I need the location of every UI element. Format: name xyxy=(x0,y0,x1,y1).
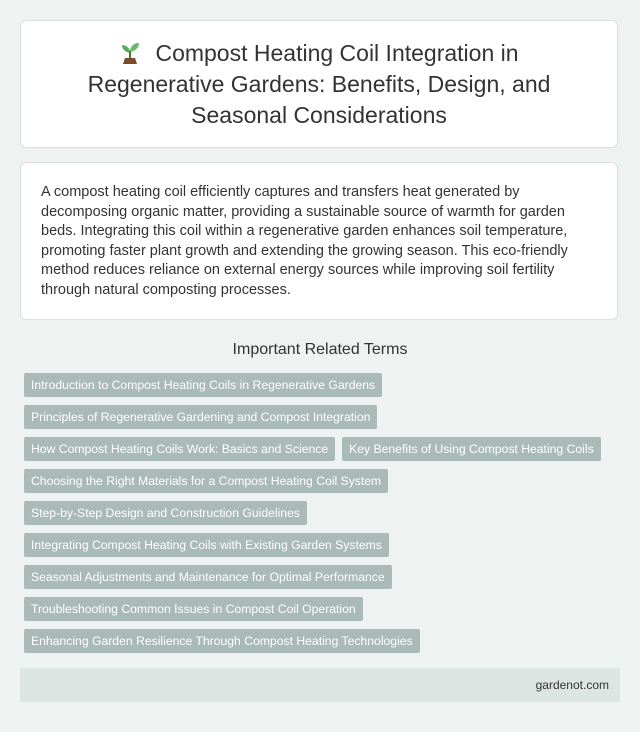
related-terms-heading: Important Related Terms xyxy=(232,341,408,358)
summary-text: A compost heating coil efficiently captures and transfers heat generated by decomposing organic matter, providing a sustainable source of warmth for garden beds. Integrating this coil within a regenerative garden enhances soil temperature, promoting faster plant growth and extending the growing season. This eco-friendly method reduces reliance on external energy sources while improving soil fertility through natural composting processes. xyxy=(41,184,568,298)
page-title-text: Compost Heating Coil Integration in Regenerative Gardens: Benefits, Design, and Seasonal Considerations xyxy=(87,39,551,128)
related-term-tag[interactable]: Principles of Regenerative Gardening and Compost Integration xyxy=(24,405,377,429)
page-title xyxy=(21,38,617,131)
footer xyxy=(20,668,620,702)
related-term-tag[interactable]: Integrating Compost Heating Coils with Existing Garden Systems xyxy=(24,533,389,557)
footer-site-link[interactable]: gardenot.com xyxy=(535,678,609,692)
sprout-icon xyxy=(119,40,141,64)
related-term-tag[interactable]: Key Benefits of Using Compost Heating Coils xyxy=(342,437,601,461)
related-terms-list xyxy=(24,373,624,661)
related-term-tag[interactable]: Troubleshooting Common Issues in Compost Coil Operation xyxy=(24,597,363,621)
related-term-tag[interactable]: How Compost Heating Coils Work: Basics and Science xyxy=(24,437,335,461)
related-term-tag[interactable]: Introduction to Compost Heating Coils in Regenerative Gardens xyxy=(24,373,382,397)
related-term-tag[interactable]: Step-by-Step Design and Construction Guidelines xyxy=(24,501,307,525)
related-term-tag[interactable]: Choosing the Right Materials for a Compost Heating Coil System xyxy=(24,469,388,493)
title-card xyxy=(20,20,618,148)
related-term-tag[interactable]: Enhancing Garden Resilience Through Compost Heating Technologies xyxy=(24,629,420,653)
related-term-tag[interactable]: Seasonal Adjustments and Maintenance for Optimal Performance xyxy=(24,565,392,589)
summary-card xyxy=(20,162,618,320)
